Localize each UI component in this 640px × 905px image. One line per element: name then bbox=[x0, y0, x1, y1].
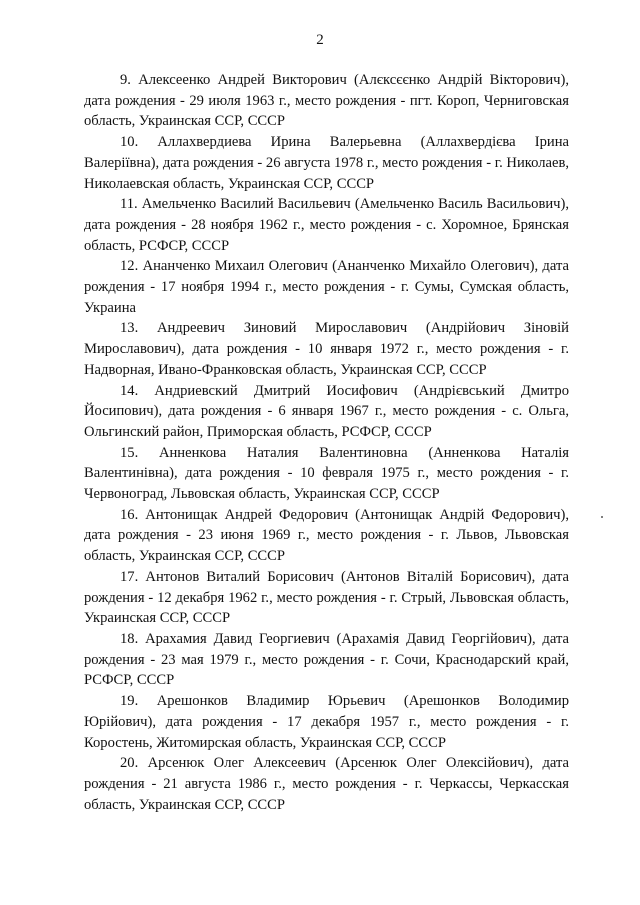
list-item-19: 19. Арешонков Владимир Юрьевич (Арешонков Володимир Юрійович), дата рождения - 17 декабря 1957 г., место рождения - г. Коростень, Житомирская область, Украинская ССР, СССР bbox=[84, 693, 569, 751]
person-list bbox=[84, 70, 569, 815]
list-item-15: 15. Анненкова Наталия Валентиновна (Анненкова Наталія Валентинівна), дата рождения - 10 февраля 1975 г., место рождения - г. Червоноград, Львовская область, Украинская ССР, СССР bbox=[84, 444, 569, 503]
list-item-16: 16. Антонищак Андрей Федорович (Антонищак Андрій Федорович), дата рождения - 23 июня 1969 г., место рождения - г. Львов, Львовская область, Украинская ССР, СССР bbox=[84, 506, 569, 565]
scan-speck bbox=[601, 516, 603, 518]
list-item-20: 20. Арсенюк Олег Алексеевич (Арсенюк Олег Олексійович), дата рождения - 21 августа 1986 г., место рождения - г. Черкассы, Черкасская область, Украинская ССР, СССР bbox=[84, 755, 569, 813]
list-item-9: 9. Алексеенко Андрей Викторович (Алєксєєнко Андрій Вікторович), дата рождения - 29 июля 1963 г., место рождения - пгт. Короп, Черниговская область, Украинская ССР, СССР bbox=[84, 72, 569, 130]
list-item-17: 17. Антонов Виталий Борисович (Антонов Віталій Борисович), дата рождения - 12 декабря 1962 г., место рождения - г. Стрый, Львовская область, Украинская ССР, СССР bbox=[84, 568, 569, 627]
list-item-13: 13. Андреевич Зиновий Мирославович (Андрійович Зіновій Мирославович), дата рождения - 10 января 1972 г., место рождения - г. Надворная, Ивано-Франковская область, Украинская ССР, СССР bbox=[84, 320, 569, 378]
list-item-14: 14. Андриевский Дмитрий Иосифович (Андрієвський Дмитро Йосипович), дата рождения - 6 января 1967 г., место рождения - с. Ольга, Ольгинский район, Приморская область, РСФСР, СССР bbox=[84, 382, 569, 440]
page-number: 2 bbox=[316, 32, 324, 48]
list-item-18: 18. Арахамия Давид Георгиевич (Арахамія Давид Георгійович), дата рождения - 23 мая 1979 г., место рождения - г. Сочи, Краснодарский край, РСФСР, СССР bbox=[84, 630, 569, 689]
list-item-10: 10. Аллахвердиева Ирина Валерьевна (Аллахвердієва Ірина Валеріївна), дата рождения - 26 августа 1978 г., место рождения - г. Николаев, Николаевская область, Украинская ССР, СССР bbox=[84, 134, 569, 192]
list-item-11: 11. Амельченко Василий Васильевич (Амельченко Василь Васильович), дата рождения - 28 ноября 1962 г., место рождения - с. Хоромное, Брянская область, РСФСР, СССР bbox=[84, 196, 569, 254]
list-item-12: 12. Ананченко Михаил Олегович (Ананченко Михайло Олегович), дата рождения - 17 ноября 1994 г., место рождения - г. Сумы, Сумская область, Украина bbox=[84, 258, 569, 316]
